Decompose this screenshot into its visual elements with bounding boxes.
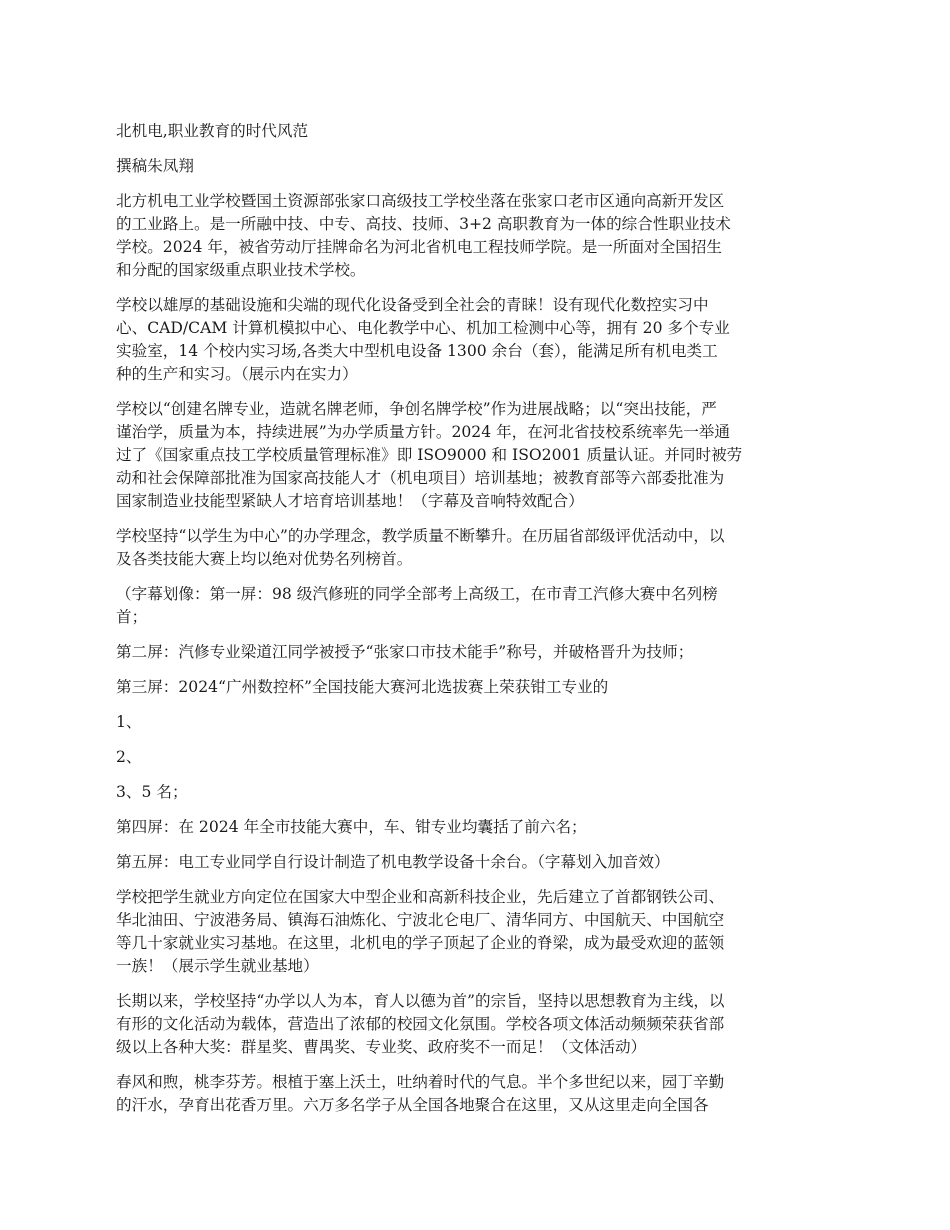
paragraph: 第三屏：2024“广州数控杯”全国技能大赛河北选拔赛上荣获钳工专业的: [116, 678, 609, 696]
paragraph: 第四屏：在 2024 年全市技能大赛中，车、钳专业均囊括了前六名；: [116, 818, 587, 836]
list-number: 3、5 名；: [116, 783, 188, 801]
paragraph: （字幕划像：第一屏：98 级汽修班的同学全部考上高级工，在市青工汽修大赛中名列榜 首；: [116, 585, 718, 626]
paragraph: 北方机电工业学校暨国土资源部张家口高级技工学校坐落在张家口老市区通向高新开发区 的工业路上。是一所融中技、中专、高技、技师、3+2 高职教育为一体的综合性职业技术 学校。2024 年，被省劳动厅挂牌命名为河北省机电工程技师学院。是一所面对全国招生 和分配的国家级重点职业技术学校。: [116, 192, 731, 279]
paragraph: 学校把学生就业方向定位在国家大中型企业和高新科技企业，先后建立了首都钢铁公司、 华北油田、宁波港务局、镇海石油炼化、宁波北仑电厂、清华同方、中国航天、中国航空 等几十家就业实习基地。在这里，北机电的学子顶起了企业的脊梁，成为最受欢迎的蓝领 一族！（展示学生就业基地）: [116, 888, 725, 975]
paragraph: 第五屏：电工专业同学自行设计制造了机电教学设备十余台。（字幕划入加音效）: [116, 853, 670, 871]
paragraph: 春风和煦，桃李芬芳。根植于塞上沃土，吐纳着时代的气息。半个多世纪以来，园丁辛勤 的汗水，孕育出花香万里。六万多名学子从全国各地聚合在这里，又从这里走向全国各: [116, 1073, 725, 1114]
list-number: 1、: [116, 713, 142, 731]
paragraph: 学校以“创建名牌专业，造就名牌老师，争创名牌学校”作为进展战略；以“突出技能，严 谨治学，质量为本，持续进展”为办学质量方针。2024 年，在河北省技校系统率先一举通 过了《国家重点技工学校质量管理标准》即 ISO9000 和 ISO2001 质量认证。并同时被劳 动和社会保障部批准为国家高技能人才（机电项目）培训基地；被教育部等六部委批准为 国家制造业技能型紧缺人才培育培训基地！（字幕及音响特效配合）: [116, 400, 743, 510]
paragraph: 学校坚持“以学生为中心”的办学理念，教学质量不断攀升。在历届省部级评优活动中，以 及各类技能大赛上均以绝对优势名列榜首。: [116, 527, 725, 568]
paragraph: 第二屏：汽修专业梁道江同学被授予“张家口市技术能手”称号，并破格晋升为技师；: [116, 643, 694, 661]
list-number: 2、: [116, 748, 142, 766]
paragraph: 学校以雄厚的基础设施和尖端的现代化设备受到全社会的青睐！设有现代化数控实习中 心、CAD/CAM 计算机模拟中心、电化教学中心、机加工检测中心等，拥有 20 多个专业 实验室，14 个校内实习场,各类大中型机电设备 1300 余台（套），能满足所有机电类工 种的生产和实习。（展示内在实力）: [116, 296, 730, 383]
document-title: 北机电,职业教育的时代风范: [116, 122, 309, 140]
paragraph: 长期以来，学校坚持“办学以人为本，育人以德为首”的宗旨，坚持以思想教育为主线，以 有形的文化活动为载体，营造出了浓郁的校园文化氛围。学校各项文体活动频频荣获省部 级以上各种大奖：群星奖、曹禺奖、专业奖、政府奖不一而足！（文体活动）: [116, 992, 725, 1056]
document-author: 撰稿朱凤翔: [116, 157, 194, 175]
